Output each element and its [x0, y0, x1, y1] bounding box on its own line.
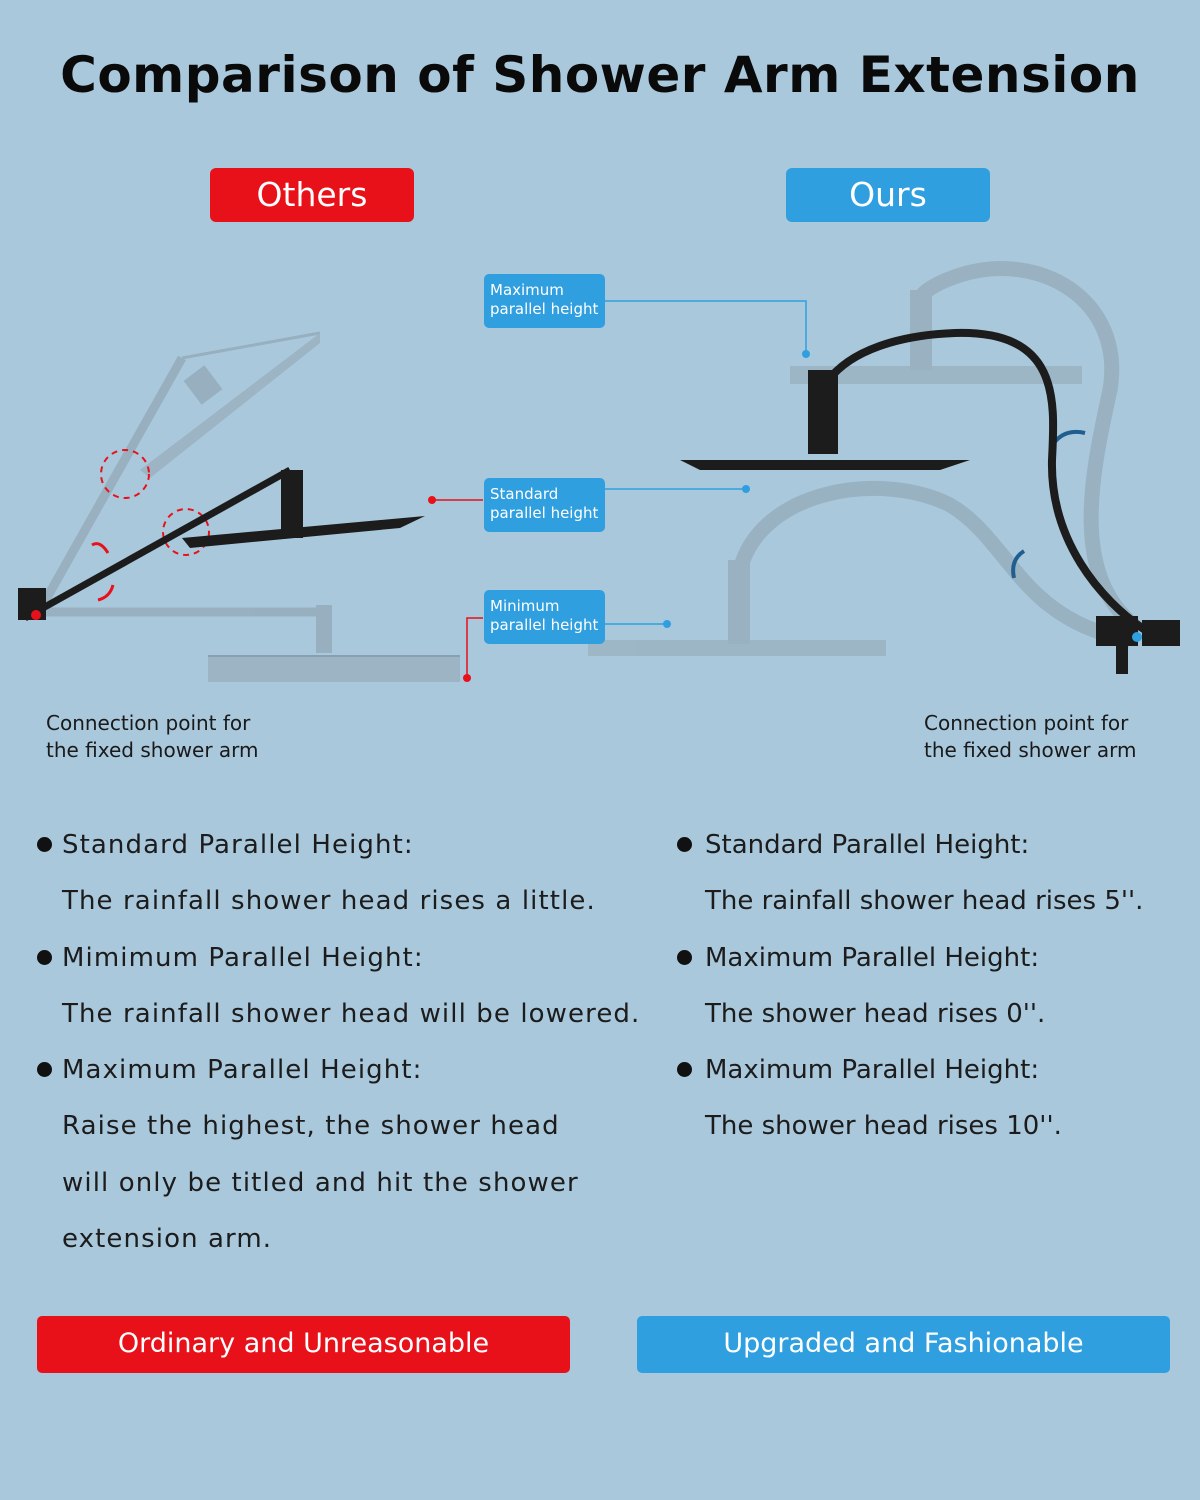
list-item [37, 1218, 640, 1274]
list-item-text: Maximum Parallel Height: [62, 1055, 423, 1086]
list-item [677, 1105, 1143, 1161]
list-item-text: extension arm. [62, 1224, 273, 1255]
list-item-text: Standard Parallel Height: [62, 830, 414, 860]
left-connection-caption [46, 710, 259, 764]
list-item-text: The rainfall shower head rises 5''. [705, 886, 1144, 917]
list-item-text: The shower head rises 0''. [705, 998, 1046, 1029]
list-item [37, 993, 640, 1049]
list-item [677, 993, 1143, 1049]
ours-feature-list [677, 824, 1143, 1162]
list-item [677, 1049, 1143, 1105]
standard-height-label [484, 478, 605, 532]
bullet-icon [37, 837, 52, 852]
bullet-icon [677, 837, 692, 852]
list-item [677, 824, 1143, 880]
list-item [677, 937, 1143, 993]
list-item [37, 937, 640, 993]
list-item [37, 1162, 640, 1218]
others-verdict-banner: Ordinary and Unreasonable [37, 1316, 570, 1373]
others-ghost-lowered [40, 605, 460, 682]
ours-tag: Ours [786, 168, 990, 222]
left-caption-line1: Connection point for [46, 711, 251, 735]
right-caption-line1: Connection point for [924, 711, 1129, 735]
min-height-label-line1: Minimum [490, 597, 560, 615]
max-height-label-line1: Maximum [490, 281, 564, 299]
list-item-text: The rainfall shower head will be lowered. [62, 998, 641, 1029]
bullet-icon [677, 1062, 692, 1077]
left-caption-line2: the fixed shower arm [46, 738, 259, 762]
list-item [37, 1105, 640, 1161]
list-item [677, 880, 1143, 936]
list-item-text: will only be titled and hit the shower [62, 1167, 579, 1198]
list-item-text: Standard Parallel Height: [705, 830, 1030, 860]
list-item-text: The rainfall shower head rises a little. [62, 886, 596, 917]
others-tag: Others [210, 168, 414, 222]
list-item-text: Mimimum Parallel Height: [62, 942, 424, 973]
comparison-diagram [0, 230, 1200, 700]
page-title: Comparison of Shower Arm Extension [60, 46, 1140, 104]
ours-verdict-banner: Upgraded and Fashionable [637, 1316, 1170, 1373]
right-caption-line2: the fixed shower arm [924, 738, 1137, 762]
standard-height-label-line1: Standard [490, 485, 559, 503]
ours-ghost-min [588, 488, 1130, 656]
list-item [37, 1049, 640, 1105]
others-ghost-raised [40, 333, 320, 610]
min-height-label [484, 590, 605, 644]
bullet-icon [37, 1062, 52, 1077]
list-item-text: Raise the highest, the shower head [62, 1111, 560, 1142]
bullet-icon [37, 950, 52, 965]
list-item [37, 824, 640, 880]
others-feature-list [37, 824, 640, 1274]
standard-height-label-line2: parallel height [490, 504, 599, 522]
max-height-label-line2: parallel height [490, 300, 599, 318]
list-item-text: The shower head rises 10''. [705, 1111, 1062, 1142]
min-height-label-line2: parallel height [490, 616, 599, 634]
bullet-icon [677, 950, 692, 965]
others-indicator-lines [432, 500, 483, 677]
list-item-text: Maximum Parallel Height: [705, 942, 1040, 973]
list-item-text: Maximum Parallel Height: [705, 1055, 1040, 1086]
right-connection-caption [924, 710, 1137, 764]
max-height-label [484, 274, 605, 328]
list-item [37, 880, 640, 936]
